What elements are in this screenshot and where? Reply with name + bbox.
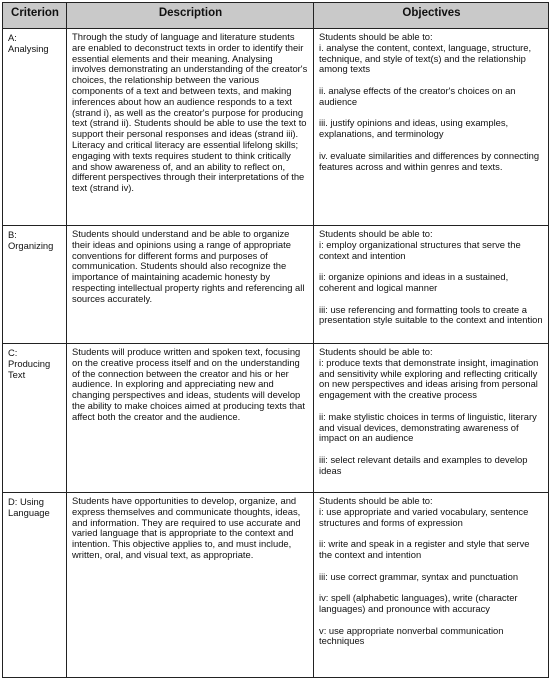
objective-item: Students should be able to: i. analyse the content, context, language, structure, technique, and style of text(s) and the relationship among texts (319, 31, 532, 75)
objective-item: iii. justify opinions and ideas, using examples, explanations, and terminology (319, 117, 509, 140)
table-row (3, 344, 549, 493)
criterion-cell: C: Producing Text (3, 344, 67, 493)
objectives-cell (314, 226, 549, 344)
objective-item: Students should be able to: i: employ organizational structures that serve the context and intention (319, 228, 521, 261)
objective-item: ii. analyse effects of the creator's choices on an audience (319, 84, 516, 107)
objective-item: iii: use correct grammar, syntax and punctuation (319, 570, 519, 582)
criteria-table (2, 2, 549, 678)
objective-item: Students should be able to: i: produce texts that demonstrate insight, imagination and sensitivity while exploring and reflecting critically on new perspectives and ideas arising from personal engagement with the creative process (319, 346, 539, 401)
objective-item: iii: select relevant details and examples to develop ideas (319, 453, 528, 476)
header-objectives: Objectives (314, 3, 549, 29)
criterion-cell: A: Analysing (3, 29, 67, 226)
description-cell: Through the study of language and literature students are enabled to deconstruct texts in order to identify their essential elements and their meaning. Analysing involves demonstrating an understanding of the creator's choices, the relationship between the various components of a text and between texts, and making inferences about how an audience responds to a text (strand i), as well as the creator's purpose for producing text (strand ii). Students should be able to use the text to support their personal responses and ideas (strand iii). Literacy and critical literacy are essential lifelong skills; engaging with texts requires student to think critically and show awareness of, and an ability to reflect on, different perspectives through their interpretations of the text (strand iv). (67, 29, 314, 226)
table-row (3, 29, 549, 226)
objectives-cell (314, 493, 549, 678)
objective-item: iv: spell (alphabetic languages), write (character languages) and pronounce with accuracy (319, 592, 518, 614)
objectives-cell (314, 344, 549, 493)
criterion-cell: D: Using Language (3, 493, 67, 678)
header-description: Description (67, 3, 314, 29)
description-cell: Students should understand and be able to organize their ideas and opinions using a range of appropriate conventions for different forms and purposes of communication. Students should also recognize the importance of maintaining academic honesty by respecting intellectual property rights and referencing all sources accurately. (67, 226, 314, 344)
description-cell: Students will produce written and spoken text, focusing on the creative process itself and on the understanding of the connection between the creator and his or her audience. In exploring and appreciating new and changing perspectives and ideas, students will develop the ability to make choices aimed at producing texts that affect both the creator and the audience. (67, 344, 314, 493)
table-row (3, 226, 549, 344)
header-criterion: Criterion (3, 3, 67, 29)
objective-item: Students should be able to: i: use appropriate and varied vocabulary, sentence structures and forms of expression (319, 495, 529, 528)
objective-item: ii: organize opinions and ideas in a sustained, coherent and logical manner (319, 271, 509, 293)
description-cell: Students have opportunities to develop, organize, and express themselves and communicate thoughts, ideas, and information. They are required to use accurate and varied language that is appropriate to the context and intention. This objective applies to, and must include, written, oral, and visual text, as appropriate. (67, 493, 314, 678)
objective-item: ii: make stylistic choices in terms of linguistic, literary and visual devices, demonstrating awareness of impact on an audience (319, 410, 537, 444)
criterion-cell: B: Organizing (3, 226, 67, 344)
objective-item: v: use appropriate nonverbal communication techniques (319, 624, 504, 647)
objective-item: iv. evaluate similarities and differences by connecting features across and within genres and texts. (319, 149, 540, 172)
table-row (3, 493, 549, 678)
objective-item: ii: write and speak in a register and style that serve the context and intention (319, 538, 530, 560)
objectives-cell (314, 29, 549, 226)
objective-item: iii: use referencing and formatting tools to create a presentation style suitable to the context and intention (319, 303, 543, 326)
header-row (3, 3, 549, 29)
